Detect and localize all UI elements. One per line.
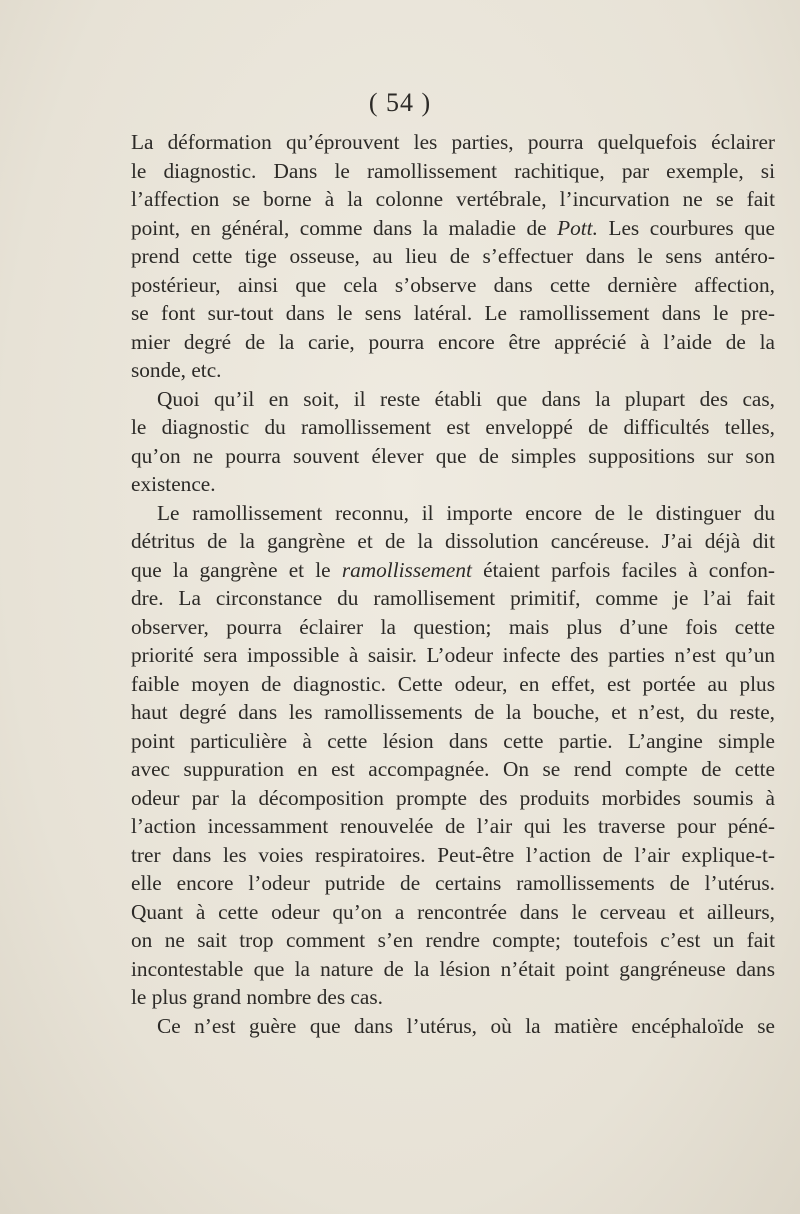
page-number: ( 54 ) — [368, 88, 432, 117]
text-line: point particulière à cette lésion dans cette partie. L’angine simple — [131, 728, 775, 753]
text-line — [131, 556, 775, 585]
text-line: La déformation qu’éprouvent les parties, pourra quelquefois éclairer — [131, 130, 775, 154]
text-line: avec suppuration en est accompagnée. On se rend compte de cette — [131, 757, 775, 781]
text-line: le diagnostic du ramollissement est enveloppé de difficultés telles, — [131, 415, 775, 439]
text-line — [131, 214, 775, 243]
text-line: observer, pourra éclairer la question; mais plus d’une fois cette — [131, 614, 775, 639]
text-line: postérieur, ainsi que cela s’observe dans cette dernière affection, — [131, 272, 775, 297]
text-segment: point, en général, comme dans la maladie de — [131, 215, 547, 240]
text-line: priorité sera impossible à saisir. L’odeur infecte des parties n’est qu’un — [131, 643, 775, 667]
text-segment: Les courbures que — [608, 215, 776, 240]
text-line: se font sur-tout dans le sens latéral. Le ramollissement dans le pre- — [131, 301, 775, 325]
text-line: mier degré de la carie, pourra encore être apprécié à l’aide de la — [131, 329, 775, 354]
text-line: elle encore l’odeur putride de certains ramollissements de l’utérus. — [131, 871, 775, 895]
text-line: odeur par la décomposition prompte des produits morbides soumis à — [131, 785, 775, 810]
text-line: sonde, etc. — [131, 358, 222, 382]
text-line: détritus de la gangrène et de la dissolution cancéreuse. J’ai déjà dit — [131, 529, 775, 553]
text-line: Quoi qu’il en soit, il reste établi que dans la plupart des cas, — [157, 386, 775, 411]
italic-term: ramollissement — [341, 557, 472, 582]
text-line: faible moyen de diagnostic. Cette odeur, en effet, est portée au plus — [131, 671, 775, 696]
text-line: dre. La circonstance du ramollisement primitif, comme je l’ai fait — [131, 586, 775, 610]
text-line: prend cette tige osseuse, au lieu de s’effectuer dans le sens antéro- — [131, 244, 775, 268]
text-line: incontestable que la nature de la lésion n’était point gangréneuse dans — [131, 956, 775, 981]
text-line: le plus grand nombre des cas. — [131, 985, 383, 1009]
text-line: Quant à cette odeur qu’on a rencontrée dans le cerveau et ailleurs, — [131, 899, 775, 924]
text-line: le diagnostic. Dans le ramollissement rachitique, par exemple, si — [131, 158, 775, 183]
italic-term: Pott. — [557, 215, 598, 240]
text-line: existence. — [131, 472, 216, 496]
text-line: Ce n’est guère que dans l’utérus, où la matière encéphaloïde se — [157, 1013, 775, 1038]
text-line: trer dans les voies respiratoires. Peut-être l’action de l’air explique-t- — [131, 842, 775, 867]
body-text — [131, 128, 775, 1040]
text-line: haut degré dans les ramollissements de la bouche, et n’est, du reste, — [131, 700, 775, 724]
text-segment: étaient parfois faciles à confon- — [483, 557, 776, 582]
text-segment: que la gangrène et le — [131, 557, 331, 582]
text-line: l’affection se borne à la colonne vertébrale, l’incurvation ne se fait — [131, 187, 775, 211]
text-line: l’action incessamment renouvelée de l’air qui les traverse pour péné- — [131, 814, 775, 838]
text-line: qu’on ne pourra souvent élever que de simples suppositions sur son — [131, 443, 775, 468]
text-line: Le ramollissement reconnu, il importe encore de le distinguer du — [157, 500, 775, 525]
text-line: on ne sait trop comment s’en rendre compte; toutefois c’est un fait — [131, 928, 775, 952]
